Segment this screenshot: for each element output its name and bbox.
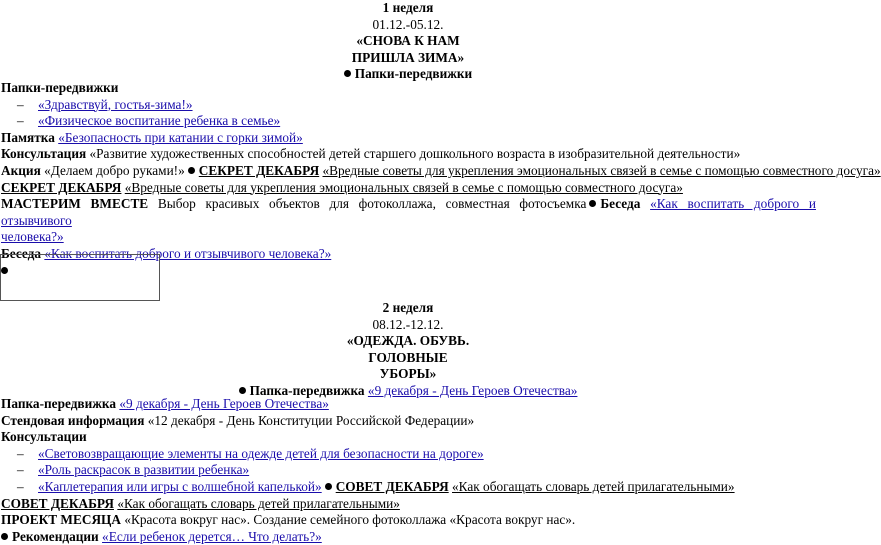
talk-line: Беседа «Как воспитать доброго и отзывчивого человека?» bbox=[1, 245, 332, 261]
folder-line: Папка-передвижка «9 декабря - День Героев Отечества» bbox=[1, 396, 329, 411]
folder-link[interactable]: «9 декабря - День Героев Отечества» bbox=[119, 396, 329, 411]
consult-link-3[interactable]: «Каплетерапия или игры с волшебной капелькой» bbox=[38, 478, 322, 494]
bullet-icon bbox=[589, 200, 596, 207]
week2-theme-line3: УБОРЫ» bbox=[379, 366, 437, 382]
memo-line: Памятка «Безопасность при катании с горки зимой» bbox=[1, 129, 303, 145]
consult-link-1[interactable]: «Световозвращающие элементы на одежде детей для безопасности на дороге» bbox=[38, 445, 484, 461]
week1-theme-line1: «СНОВА К НАМ bbox=[356, 33, 460, 49]
secret-line: СЕКРЕТ ДЕКАБРЯ «Вредные советы для укрепления эмоциональных связей в семье с помощью совместного досуга» bbox=[1, 179, 683, 195]
week1-body bbox=[0, 80, 881, 279]
list-item: – «Физическое воспитание ребенка в семье» bbox=[17, 113, 281, 129]
consult-line: Консультация «Развитие художественных способностей детей старшего дошкольного возраста в изобразительной деятельности» bbox=[1, 146, 741, 162]
master-line: МАСТЕРИМ ВМЕСТЕ Выбор красивых объектов для фотоколлажа, совместная фотосъемка Беседа «Как воспитать доброго и отзывчивого человека?» bbox=[1, 196, 816, 245]
bullet-icon bbox=[1, 533, 8, 540]
week1-dates: 01.12.-05.12. bbox=[372, 16, 444, 32]
list-item: – «Световозвращающие элементы на одежде детей для безопасности на дороге» bbox=[17, 445, 484, 461]
bullet-icon bbox=[325, 483, 332, 490]
image-placeholder-box bbox=[0, 254, 160, 301]
consults-label: Консультации bbox=[1, 429, 87, 445]
advice-line: СОВЕТ ДЕКАБРЯ «Как обогащать словарь детей прилагательными» bbox=[1, 495, 400, 511]
folder-link-1[interactable]: «Здравствуй, гостья-зима!» bbox=[38, 96, 193, 112]
folders-label: Папки-передвижки bbox=[1, 80, 119, 95]
consult-link-2[interactable]: «Роль раскрасок в развитии ребенка» bbox=[38, 462, 250, 478]
memo-link[interactable]: «Безопасность при катании с горки зимой» bbox=[58, 129, 303, 145]
bullet-icon bbox=[188, 167, 195, 174]
week1-header bbox=[0, 0, 816, 83]
talk-link[interactable]: «Как воспитать доброго и отзывчивого человека?» bbox=[44, 245, 332, 261]
week1-bullet-line: Папки-передвижки bbox=[0, 66, 816, 83]
week2-theme-line1: «ОДЕЖДА. ОБУВЬ. bbox=[346, 333, 470, 349]
week2-header bbox=[0, 300, 816, 400]
list-item: – «Роль раскрасок в развитии ребенка» bbox=[17, 462, 250, 478]
week1-title: 1 неделя bbox=[382, 0, 434, 15]
talk-inline-link-cont[interactable]: человека?» bbox=[1, 229, 64, 245]
week1-theme-line2: ПРИШЛА ЗИМА» bbox=[351, 49, 465, 65]
project-line: ПРОЕКТ МЕСЯЦА «Красота вокруг нас». Создание семейного фотоколлажа «Красота вокруг нас». bbox=[1, 512, 576, 528]
week2-bullet-line: Папка-передвижка «9 декабря - День Героев Отечества» bbox=[0, 383, 816, 400]
week2-theme-line2: ГОЛОВНЫЕ bbox=[368, 349, 448, 365]
bullet-icon bbox=[344, 70, 351, 77]
recommendations-line: Рекомендации «Если ребенок дерется… Что делать?» bbox=[0, 529, 816, 545]
week2-dates: 08.12.-12.12. bbox=[372, 316, 444, 332]
bullet-icon bbox=[239, 387, 246, 394]
rec-link[interactable]: «Если ребенок дерется… Что делать?» bbox=[102, 528, 322, 544]
talk-inline-link[interactable]: «Как воспитать доброго и отзывчивого bbox=[1, 196, 816, 228]
week2-title: 2 неделя bbox=[382, 300, 434, 315]
week2-bullet-link[interactable]: «9 декабря - День Героев Отечества» bbox=[367, 382, 578, 398]
folder-link-2[interactable]: «Физическое воспитание ребенка в семье» bbox=[38, 113, 281, 129]
action-line: Акция «Делаем добро руками!» СЕКРЕТ ДЕКАБРЯ «Вредные советы для укрепления эмоциональных связей в семье с помощью совместного досуга» bbox=[1, 162, 881, 178]
list-item: – «Здравствуй, гостья-зима!» bbox=[17, 96, 193, 112]
week2-body bbox=[0, 396, 816, 545]
stand-line: Стендовая информация «12 декабря - День Конституции Российской Федерации» bbox=[1, 412, 475, 428]
list-item: – «Каплетерапия или игры с волшебной капелькой» СОВЕТ ДЕКАБРЯ «Как обогащать словарь детей прилагательными» bbox=[17, 478, 735, 494]
